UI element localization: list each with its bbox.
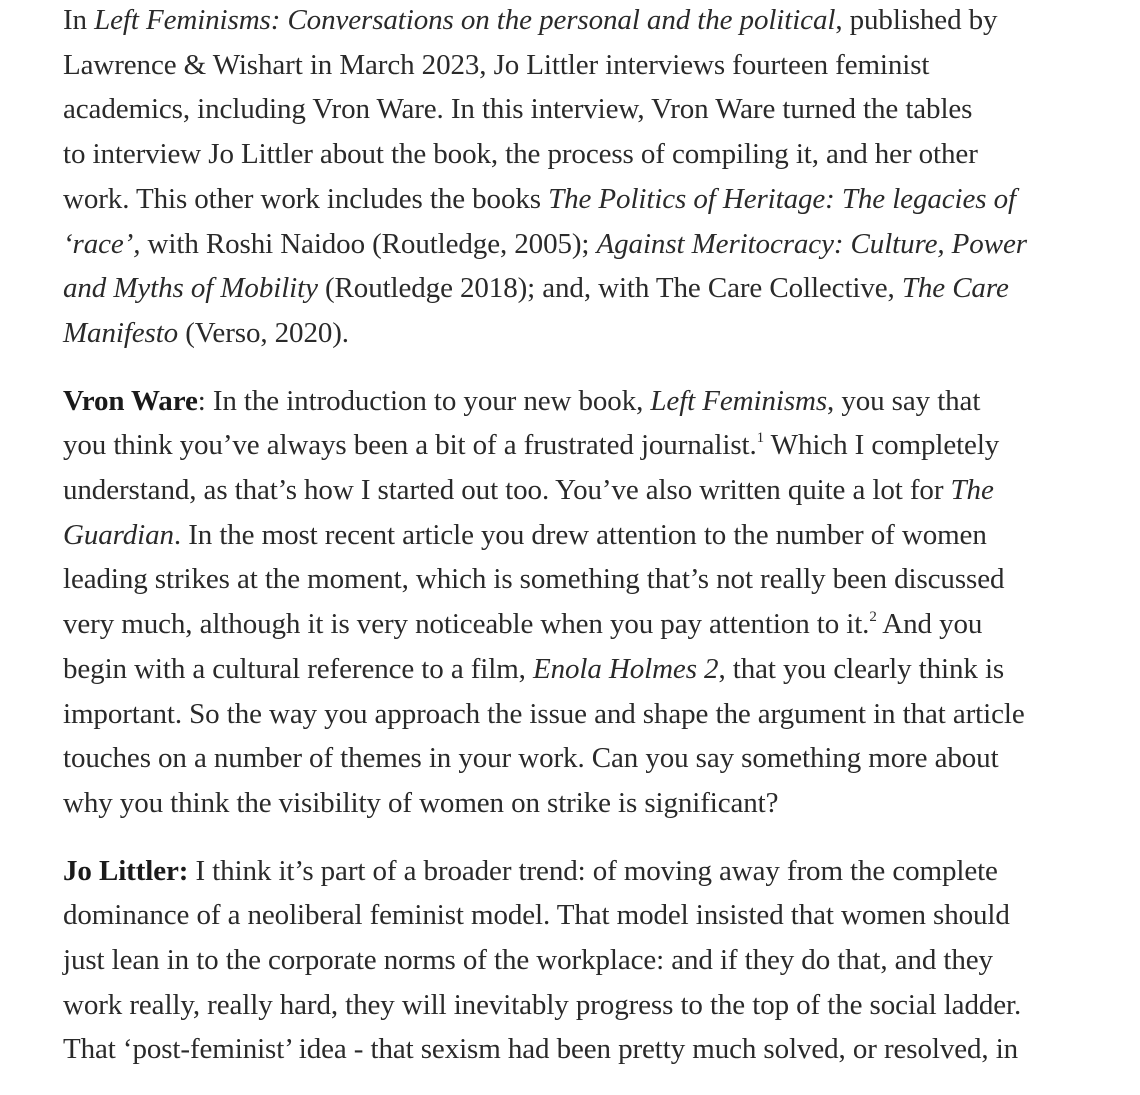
text-line: Vron Ware: In the introduction to your new book, Left Feminisms, you say that <box>63 384 981 417</box>
text-line: In Left Feminisms: Conversations on the personal and the political, published by <box>63 4 998 36</box>
book-title-care-manifesto: The Care <box>901 272 1009 305</box>
text-line: Manifesto (Verso, 2020). <box>63 316 349 349</box>
text-line: work really, really hard, they will inevitably progress to the top of the social ladder. <box>63 988 1022 1021</box>
text-line: begin with a cultural reference to a film, Enola Holmes 2, that you clearly think is <box>63 652 1005 685</box>
text-line: you think you’ve always been a bit of a frustrated journalist.$^1$ Which I completely <box>63 429 1000 462</box>
article-body <box>63 0 1113 1095</box>
text-line: work. This other work includes the books The Politics of Heritage: The legacies of <box>63 182 1016 215</box>
text-line: ‘race’, with Roshi Naidoo (Routledge, 2005); Against Meritocracy: Culture, Power <box>63 227 1027 260</box>
text-line: Lawrence & Wishart in March 2023, Jo Littler interviews fourteen feminist <box>63 48 930 81</box>
answer-paragraph <box>63 849 1113 1073</box>
text-line: why you think the visibility of women on strike is significant? <box>63 786 779 819</box>
book-title-left-feminisms: Left Feminisms: Conversations on the personal and the political <box>94 4 836 36</box>
text-line: That ‘post-feminist’ idea - that sexism had been pretty much solved, or resolved, in <box>63 1033 1019 1066</box>
text-line: academics, including Vron Ware. In this interview, Vron Ware turned the tables <box>63 93 973 126</box>
text-line: understand, as that’s how I started out too. You’ve also written quite a lot for The <box>63 474 994 507</box>
intro-paragraph <box>63 0 1113 356</box>
text-line: to interview Jo Littler about the book, the process of compiling it, and her other <box>63 138 978 171</box>
text-line: touches on a number of themes in your work. Can you say something more about <box>63 742 999 775</box>
footnote-ref-1[interactable]: 1 <box>756 430 765 447</box>
text-line: Jo Littler: I think it’s part of a broader trend: of moving away from the complete <box>63 854 998 887</box>
film-title-enola-holmes: Enola Holmes 2 <box>532 652 719 685</box>
text-line: important. So the way you approach the issue and shape the argument in that article <box>63 697 1025 730</box>
book-title-care-manifesto-cont: Manifesto <box>63 316 179 349</box>
publication-the-guardian: The <box>950 474 994 507</box>
book-title-against-meritocracy-cont: and Myths of Mobility <box>63 272 318 305</box>
text-line: Guardian. In the most recent article you drew attention to the number of women <box>63 518 987 551</box>
text-line: and Myths of Mobility (Routledge 2018); and, with The Care Collective, The Care <box>63 272 1009 305</box>
speaker-vron-ware: Vron Ware <box>63 384 198 417</box>
question-paragraph <box>63 379 1113 826</box>
book-title-politics-of-heritage: The Politics of Heritage: The legacies of <box>548 182 1016 215</box>
speaker-jo-littler: Jo Littler: <box>63 854 189 887</box>
footnote-ref-2[interactable]: 2 <box>869 609 877 626</box>
book-title-left-feminisms: Left Feminisms <box>650 384 828 417</box>
book-title-against-meritocracy: Against Meritocracy: Culture, Power <box>596 227 1027 260</box>
text-line: leading strikes at the moment, which is something that’s not really been discussed <box>63 563 1005 596</box>
text-line: dominance of a neoliberal feminist model. That model insisted that women should <box>63 899 1010 932</box>
text-line: just lean in to the corporate norms of the workplace: and if they do that, and they <box>63 944 993 977</box>
book-title-politics-of-heritage-cont: ‘race’, <box>63 227 141 260</box>
text-line: very much, although it is very noticeable when you pay attention to it.$^2$ And you <box>63 608 983 641</box>
publication-the-guardian-cont: Guardian <box>63 518 174 551</box>
